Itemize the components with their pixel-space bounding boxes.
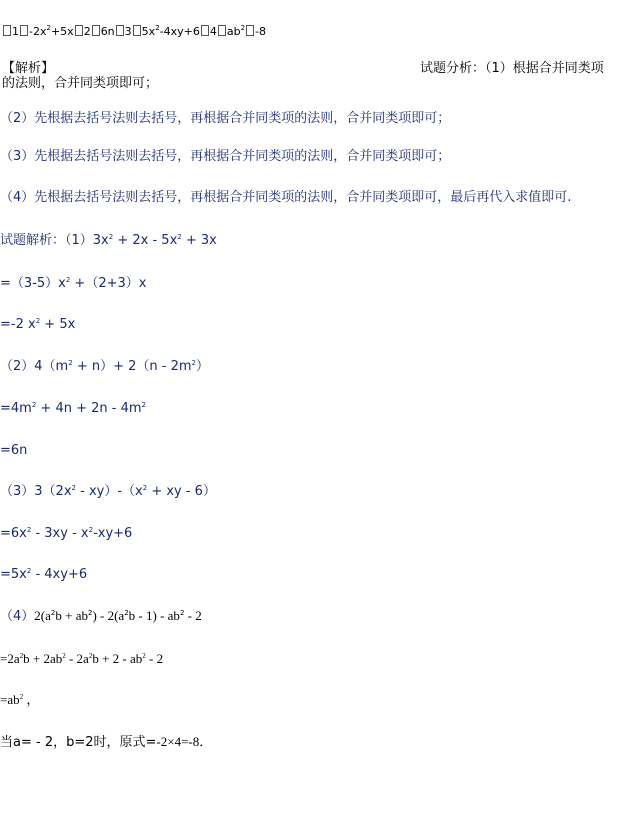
exponent: 2 [108,233,114,241]
exponent: 2 [88,526,94,534]
analysis-tag: 【解析】 [2,61,55,76]
math-text: + 3x [181,233,217,248]
exponent: 2 [177,233,182,241]
math-text: 2(a [34,608,51,623]
exponent: 2 [142,484,148,492]
solution-step-10 [0,608,202,625]
exponent: 2 [88,652,93,660]
exponent: 2 [26,567,32,575]
exponent: 2 [142,652,146,660]
math-text: +（2+3）x [70,276,147,291]
answer-part: ab [226,25,241,38]
math-text: =4m [0,401,32,416]
math-text: -xy+6 [93,526,133,541]
solution-step-7 [0,484,216,500]
math-text: + 2x - 5x [113,233,178,248]
math-text: + 4n + 2n - 4m [36,401,142,416]
math-text: - 2a [65,651,89,666]
math-text: 当a= - 2，b=2时，原式= [0,735,157,750]
exponent: 2 [19,652,24,660]
math-text: - 3xy - x [31,526,89,541]
exponent: 2 [35,317,41,325]
missing-glyph-box [3,25,11,36]
math-text: - 2 [145,651,164,666]
solution-step-2 [0,276,146,292]
exponent: 2 [65,276,71,284]
math-text: （2）4（m [0,359,69,374]
exponent: 2 [50,609,56,617]
math-text: b - 1) - ab [128,608,180,623]
answer-part: 6n [100,25,115,38]
math-text: 试题解析：（1）3x [0,233,109,248]
answer-part: -4xy+6 [159,25,200,38]
exponent: 2 [191,359,196,367]
answer-part: 5x [141,25,156,38]
missing-glyph-box [116,25,124,36]
math-text: + xy - 6） [147,484,216,499]
math-text: b + 2ab [23,651,63,666]
solution-step-6: =6n [0,443,28,458]
missing-glyph-box [218,25,226,36]
answer-part: 3 [124,25,132,38]
math-text: =ab [0,692,20,707]
math-text: ） [195,359,209,374]
answer-part: 4 [209,25,217,38]
solution-step-5 [0,401,146,417]
exponent: 2 [240,24,246,32]
math-text: =（3-5）x [0,276,66,291]
answer-part: -8 [255,25,267,38]
analysis-line-1: 的法则，合并同类项即可； [2,76,159,91]
exponent: 2 [62,652,66,660]
missing-glyph-box [92,25,100,36]
solution-step-3 [0,317,75,333]
exponent: 2 [155,24,160,32]
missing-glyph-box [133,25,141,36]
solution-step-9 [0,567,87,583]
math-text: - 2 [184,608,202,623]
step-number: （4） [0,609,35,624]
answer-part: 2 [83,25,91,38]
exponent: 2 [26,526,32,534]
math-text: ， [23,692,40,707]
exponent: 2 [68,359,73,367]
exponent: 2 [141,401,146,409]
math-text: =-2 x [0,317,36,332]
math-text: （3）3（2x [0,484,72,499]
exponent: 2 [46,24,51,32]
exponent: 2 [71,484,76,492]
math-text: b + 2 - ab [92,651,143,666]
analysis-line-3: （3）先根据去括号法则去括号，再根据合并同类项的法则，合并同类项即可； [0,149,451,164]
solution-step-4 [0,359,209,375]
missing-glyph-box [246,25,254,36]
exponent: 2 [124,609,129,617]
solution-step-12 [0,692,39,708]
answer-part: +5x [50,25,74,38]
analysis-line-4: （4）先根据去括号法则去括号，再根据合并同类项的法则，合并同类项即可，最后再代入求值即可. [0,190,572,205]
math-text: ． [199,735,213,750]
math-text: =6x [0,526,27,541]
math-text: - 4xy+6 [31,567,88,582]
missing-glyph-box [75,25,83,36]
missing-glyph-box [20,25,28,36]
solution-step-13 [0,734,212,751]
math-text: ) - 2(a [92,608,125,623]
answer-part: 1 [12,25,19,38]
solution-step-8 [0,526,132,542]
analysis-heading: 试题分析：（1）根据合并同类项 [420,61,604,76]
analysis-line-2: （2）先根据去括号法则去括号，再根据合并同类项的法则，合并同类项即可； [0,111,451,126]
math-text: - xy）-（x [75,484,143,499]
solution-step-1 [0,233,217,249]
math-text: =2a [0,651,20,666]
math-text: b + ab [55,608,88,623]
exponent: 2 [31,401,37,409]
math-text: -2×4=-8 [156,734,200,749]
exponent: 2 [19,693,24,701]
math-text: =5x [0,567,27,582]
math-text: + n）+ 2（n - 2m [72,359,192,374]
solution-step-11 [0,651,163,667]
exponent: 2 [87,609,93,617]
exponent: 2 [179,609,185,617]
math-text: + 5x [40,317,76,332]
answer-part: -2x [29,25,47,38]
answer-line [2,24,266,40]
missing-glyph-box [201,25,209,36]
